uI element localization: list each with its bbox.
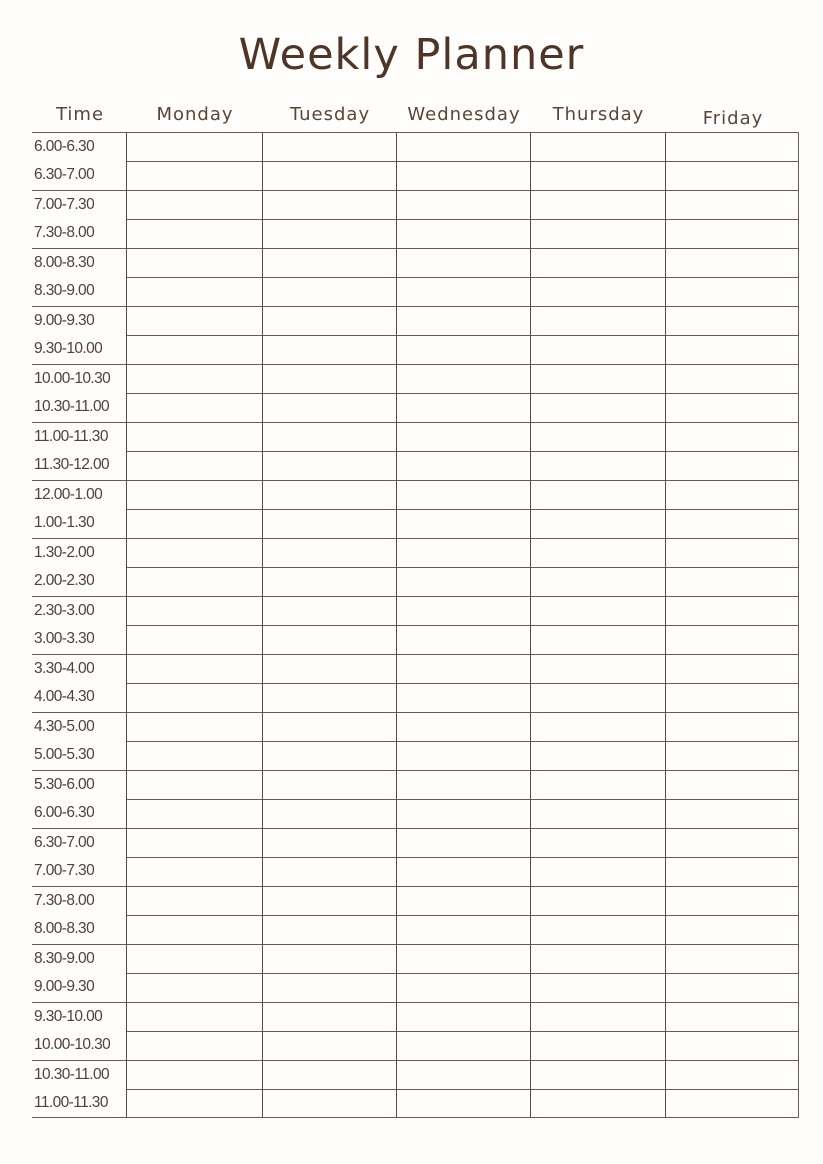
planner-cell-friday[interactable] [665,422,799,451]
time-slot-label: 2.30-3.00 [32,596,126,625]
planner-cell-monday[interactable] [126,422,262,451]
time-slot-label: 6.30-7.00 [34,166,95,183]
header-thursday: Thursday [552,104,645,125]
planner-cell-wednesday[interactable] [396,828,530,857]
planner-cell-wednesday[interactable] [396,1002,530,1031]
planner-cell-wednesday[interactable] [396,886,530,915]
table-row [32,857,800,886]
table-row [32,306,800,335]
planner-cell-friday[interactable] [665,741,799,770]
time-slot-label: 7.00-7.30 [32,190,126,219]
planner-cell-monday[interactable] [126,1089,262,1118]
header-time: Time [55,104,105,125]
planner-cell-tuesday[interactable] [262,480,396,509]
planner-cell-wednesday[interactable] [396,248,530,277]
planner-cell-thursday[interactable] [530,190,665,219]
header-friday: Friday [702,108,764,129]
planner-cell-tuesday[interactable] [262,944,396,973]
planner-cell-monday[interactable] [126,306,262,335]
planner-cell-tuesday[interactable] [262,219,396,248]
planner-cell-tuesday[interactable] [262,190,396,219]
planner-cell-tuesday[interactable] [262,828,396,857]
table-row [32,509,800,538]
planner-cell-monday[interactable] [126,219,262,248]
planner-cell-friday[interactable] [665,393,799,422]
time-slot-label: 2.00-2.30 [34,572,95,589]
planner-cell-tuesday[interactable] [262,364,396,393]
planner-cell-friday[interactable] [665,219,799,248]
table-row [32,654,800,683]
planner-cell-thursday[interactable] [530,770,665,799]
table-row [32,1060,800,1089]
table-row [32,451,800,480]
planner-cell-wednesday[interactable] [396,683,530,712]
planner-cell-friday[interactable] [665,1060,799,1089]
planner-cell-thursday[interactable] [530,335,665,364]
planner-cell-wednesday[interactable] [396,422,530,451]
planner-cell-thursday[interactable] [530,364,665,393]
planner-grid [32,132,800,1118]
planner-cell-wednesday[interactable] [396,915,530,944]
table-row [32,335,800,364]
planner-cell-monday[interactable] [126,1002,262,1031]
planner-cell-friday[interactable] [665,770,799,799]
planner-cell-wednesday[interactable] [396,1089,530,1118]
table-row [32,219,800,248]
planner-cell-thursday[interactable] [530,828,665,857]
time-slot-label: 11.00-11.30 [32,1089,126,1118]
table-row [32,915,800,944]
planner-cell-wednesday[interactable] [396,654,530,683]
table-row [32,190,800,219]
planner-cell-monday[interactable] [126,364,262,393]
planner-cell-friday[interactable] [665,335,799,364]
planner-cell-thursday[interactable] [530,567,665,596]
time-slot-label: 4.30-5.00 [32,712,126,741]
planner-cell-thursday[interactable] [530,132,665,161]
planner-cell-monday[interactable] [126,132,262,161]
planner-cell-wednesday[interactable] [396,219,530,248]
planner-cell-tuesday[interactable] [262,538,396,567]
planner-cell-wednesday[interactable] [396,161,530,190]
planner-cell-thursday[interactable] [530,1089,665,1118]
planner-cell-wednesday[interactable] [396,480,530,509]
table-row [32,1002,800,1031]
planner-cell-friday[interactable] [665,277,799,306]
planner-cell-friday[interactable] [665,538,799,567]
planner-cell-thursday[interactable] [530,741,665,770]
planner-cell-friday[interactable] [665,161,799,190]
time-slot-label: 3.00-3.30 [34,630,95,647]
planner-cell-tuesday[interactable] [262,567,396,596]
planner-cell-friday[interactable] [665,509,799,538]
planner-cell-thursday[interactable] [530,248,665,277]
planner-cell-wednesday[interactable] [396,857,530,886]
planner-cell-thursday[interactable] [530,422,665,451]
planner-cell-monday[interactable] [126,1031,262,1060]
planner-cell-thursday[interactable] [530,886,665,915]
table-row [32,1089,800,1118]
planner-cell-friday[interactable] [665,480,799,509]
table-row [32,161,800,190]
planner-cell-wednesday[interactable] [396,306,530,335]
header-wednesday: Wednesday [407,104,521,125]
planner-cell-monday[interactable] [126,596,262,625]
header-monday: Monday [156,104,234,125]
planner-cell-thursday[interactable] [530,857,665,886]
planner-cell-monday[interactable] [126,451,262,480]
planner-cell-monday[interactable] [126,857,262,886]
planner-cell-tuesday[interactable] [262,712,396,741]
time-slot-label: 6.00-6.30 [34,804,95,821]
planner-cell-tuesday[interactable] [262,161,396,190]
planner-cell-friday[interactable] [665,190,799,219]
planner-cell-wednesday[interactable] [396,509,530,538]
planner-cell-thursday[interactable] [530,712,665,741]
planner-cell-wednesday[interactable] [396,190,530,219]
time-slot-label: 12.00-1.00 [32,480,126,509]
planner-cell-friday[interactable] [665,712,799,741]
time-slot-label: 9.00-9.30 [32,306,126,335]
planner-cell-thursday[interactable] [530,683,665,712]
planner-cell-friday[interactable] [665,944,799,973]
planner-cell-tuesday[interactable] [262,132,396,161]
planner-cell-wednesday[interactable] [396,770,530,799]
planner-cell-monday[interactable] [126,625,262,654]
time-slot-label: 11.00-11.30 [32,422,126,451]
planner-cell-monday[interactable] [126,161,262,190]
table-row [32,422,800,451]
planner-cell-monday[interactable] [126,480,262,509]
planner-cell-wednesday[interactable] [396,741,530,770]
table-row [32,248,800,277]
planner-cell-tuesday[interactable] [262,857,396,886]
planner-cell-wednesday[interactable] [396,1031,530,1060]
planner-cell-monday[interactable] [126,248,262,277]
planner-cell-friday[interactable] [665,683,799,712]
table-row [32,799,800,828]
planner-cell-tuesday[interactable] [262,654,396,683]
planner-cell-thursday[interactable] [530,799,665,828]
time-slot-label: 3.30-4.00 [32,654,126,683]
planner-cell-friday[interactable] [665,886,799,915]
planner-cell-tuesday[interactable] [262,1031,396,1060]
time-slot-label: 9.30-10.00 [34,340,103,357]
time-slot-label: 10.00-10.30 [32,364,126,393]
time-slot-label: 7.30-8.00 [34,224,95,241]
planner-cell-monday[interactable] [126,944,262,973]
planner-cell-tuesday[interactable] [262,335,396,364]
planner-cell-wednesday[interactable] [396,567,530,596]
time-slot-label: 10.00-10.30 [34,1036,111,1053]
time-slot-label: 9.00-9.30 [34,978,95,995]
table-row [32,770,800,799]
planner-cell-wednesday[interactable] [396,451,530,480]
planner-cell-thursday[interactable] [530,306,665,335]
time-slot-label: 7.00-7.30 [34,862,95,879]
planner-cell-monday[interactable] [126,509,262,538]
planner-cell-monday[interactable] [126,741,262,770]
planner-cell-thursday[interactable] [530,219,665,248]
planner-cell-thursday[interactable] [530,944,665,973]
planner-cell-tuesday[interactable] [262,683,396,712]
planner-cell-thursday[interactable] [530,625,665,654]
table-row [32,132,800,161]
time-slot-label: 8.00-8.30 [34,920,95,937]
planner-cell-friday[interactable] [665,915,799,944]
planner-cell-tuesday[interactable] [262,915,396,944]
planner-cell-monday[interactable] [126,770,262,799]
planner-cell-thursday[interactable] [530,654,665,683]
planner-cell-tuesday[interactable] [262,451,396,480]
planner-cell-monday[interactable] [126,712,262,741]
planner-cell-tuesday[interactable] [262,248,396,277]
planner-cell-friday[interactable] [665,364,799,393]
planner-cell-friday[interactable] [665,828,799,857]
table-row [32,683,800,712]
planner-cell-wednesday[interactable] [396,538,530,567]
planner-cell-monday[interactable] [126,683,262,712]
planner-cell-thursday[interactable] [530,451,665,480]
planner-cell-tuesday[interactable] [262,422,396,451]
planner-cell-wednesday[interactable] [396,393,530,422]
time-slot-label: 6.30-7.00 [32,828,126,857]
planner-cell-tuesday[interactable] [262,1089,396,1118]
column-headers [33,100,800,132]
planner-cell-friday[interactable] [665,596,799,625]
planner-cell-friday[interactable] [665,857,799,886]
planner-cell-tuesday[interactable] [262,741,396,770]
planner-cell-monday[interactable] [126,828,262,857]
planner-cell-wednesday[interactable] [396,132,530,161]
table-row [32,944,800,973]
time-slot-label: 8.30-9.00 [34,282,95,299]
table-row [32,277,800,306]
planner-cell-wednesday[interactable] [396,335,530,364]
table-row [32,712,800,741]
planner-cell-monday[interactable] [126,335,262,364]
table-row [32,596,800,625]
planner-cell-tuesday[interactable] [262,886,396,915]
time-slot-label: 11.30-12.00 [34,456,109,473]
planner-cell-friday[interactable] [665,132,799,161]
planner-cell-monday[interactable] [126,973,262,1002]
planner-cell-wednesday[interactable] [396,712,530,741]
planner-cell-tuesday[interactable] [262,1060,396,1089]
table-row [32,567,800,596]
page-title: Weekly Planner [238,30,585,80]
table-row [32,973,800,1002]
time-slot-label: 10.30-11.00 [32,1060,126,1089]
planner-cell-wednesday[interactable] [396,799,530,828]
planner-cell-thursday[interactable] [530,277,665,306]
table-row [32,886,800,915]
planner-cell-friday[interactable] [665,625,799,654]
planner-cell-monday[interactable] [126,915,262,944]
planner-cell-monday[interactable] [126,799,262,828]
planner-cell-thursday[interactable] [530,538,665,567]
time-slot-label: 6.00-6.30 [32,132,126,161]
planner-cell-tuesday[interactable] [262,973,396,1002]
planner-cell-thursday[interactable] [530,509,665,538]
planner-cell-monday[interactable] [126,190,262,219]
planner-cell-friday[interactable] [665,248,799,277]
planner-cell-thursday[interactable] [530,915,665,944]
time-slot-label: 5.30-6.00 [32,770,126,799]
time-slot-label: 8.00-8.30 [32,248,126,277]
planner-cell-tuesday[interactable] [262,306,396,335]
planner-cell-friday[interactable] [665,1031,799,1060]
planner-cell-friday[interactable] [665,451,799,480]
time-slot-label: 8.30-9.00 [32,944,126,973]
planner-cell-friday[interactable] [665,1002,799,1031]
planner-cell-friday[interactable] [665,654,799,683]
planner-cell-wednesday[interactable] [396,625,530,654]
table-row [32,828,800,857]
planner-cell-monday[interactable] [126,886,262,915]
table-row [32,741,800,770]
planner-cell-tuesday[interactable] [262,596,396,625]
planner-cell-wednesday[interactable] [396,973,530,1002]
planner-cell-friday[interactable] [665,306,799,335]
planner-cell-thursday[interactable] [530,393,665,422]
planner-cell-monday[interactable] [126,277,262,306]
time-slot-label: 4.00-4.30 [34,688,95,705]
planner-cell-monday[interactable] [126,567,262,596]
planner-cell-wednesday[interactable] [396,596,530,625]
planner-cell-friday[interactable] [665,973,799,1002]
header-tuesday: Tuesday [289,104,371,125]
planner-cell-friday[interactable] [665,567,799,596]
planner-cell-wednesday[interactable] [396,1060,530,1089]
table-row [32,1031,800,1060]
planner-cell-thursday[interactable] [530,480,665,509]
table-row [32,364,800,393]
planner-cell-friday[interactable] [665,799,799,828]
planner-cell-wednesday[interactable] [396,277,530,306]
planner-cell-tuesday[interactable] [262,1002,396,1031]
table-row [32,480,800,509]
planner-cell-tuesday[interactable] [262,393,396,422]
planner-cell-friday[interactable] [665,1089,799,1118]
planner-cell-tuesday[interactable] [262,770,396,799]
planner-cell-tuesday[interactable] [262,799,396,828]
time-slot-label: 10.30-11.00 [34,398,109,415]
planner-cell-monday[interactable] [126,1060,262,1089]
table-row [32,538,800,567]
planner-cell-thursday[interactable] [530,1060,665,1089]
planner-cell-wednesday[interactable] [396,364,530,393]
planner-cell-monday[interactable] [126,393,262,422]
time-slot-label: 1.00-1.30 [34,514,95,531]
table-row [32,625,800,654]
planner-cell-thursday[interactable] [530,1002,665,1031]
planner-cell-thursday[interactable] [530,596,665,625]
planner-cell-thursday[interactable] [530,161,665,190]
time-slot-label: 9.30-10.00 [32,1002,126,1031]
time-slot-label: 7.30-8.00 [32,886,126,915]
planner-cell-monday[interactable] [126,538,262,567]
planner-cell-monday[interactable] [126,654,262,683]
planner-cell-tuesday[interactable] [262,277,396,306]
planner-cell-wednesday[interactable] [396,944,530,973]
planner-cell-tuesday[interactable] [262,509,396,538]
planner-cell-tuesday[interactable] [262,625,396,654]
time-slot-label: 1.30-2.00 [32,538,126,567]
table-row [32,393,800,422]
planner-cell-thursday[interactable] [530,973,665,1002]
time-slot-label: 5.00-5.30 [34,746,95,763]
planner-cell-thursday[interactable] [530,1031,665,1060]
